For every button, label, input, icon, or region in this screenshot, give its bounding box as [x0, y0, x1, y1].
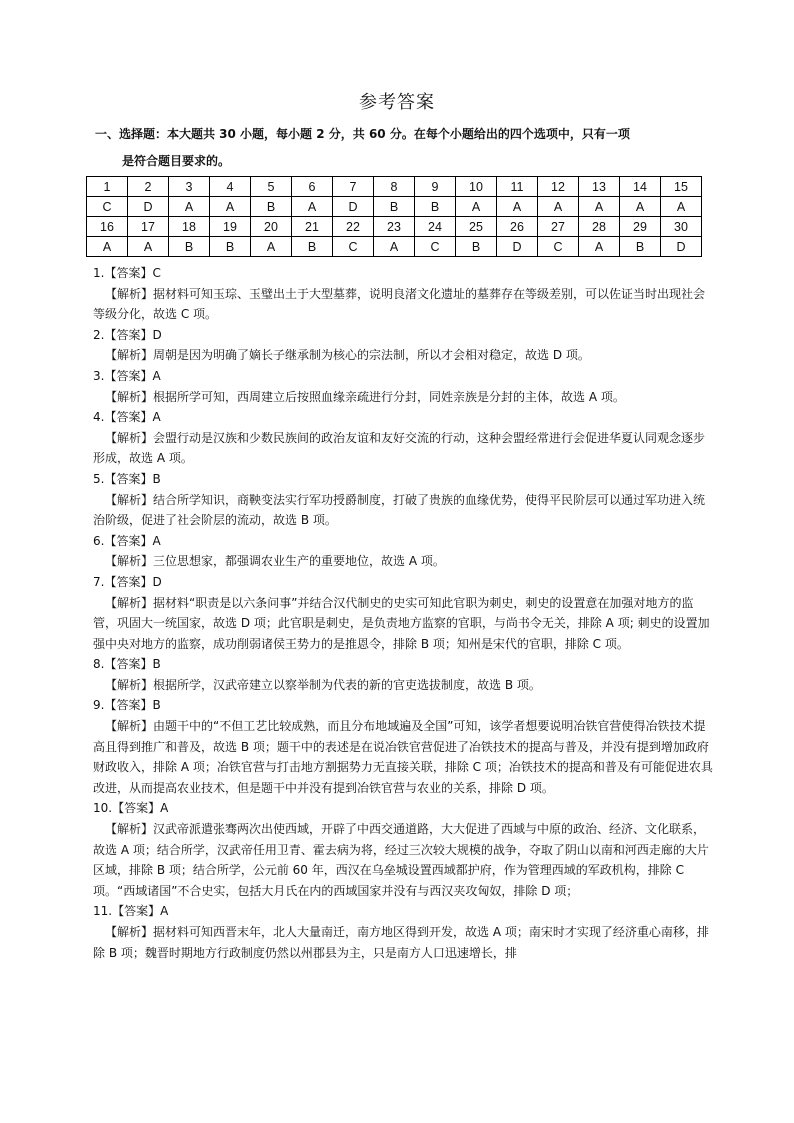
explanation-paragraph: 【解析】周朝是因为明确了嫡长子继承制为核心的宗法制，所以才会相对稳定，故选 D 项。	[105, 348, 590, 363]
answer-key-cell: C	[87, 197, 128, 217]
question-number-cell: 18	[169, 217, 210, 237]
answer-key-cell: A	[661, 197, 702, 217]
explanation-paragraph: 【解析】结合所学知识，商鞅变法实行军功授爵制度，打破了贵族的血缘优势，使得平民阶层可以通过军功进入统治阶级，促进了社会阶层的流动，故选 B 项。	[93, 492, 706, 528]
answer-key-cell: A	[538, 197, 579, 217]
answer-line: 3.【答案】A	[93, 368, 161, 383]
question-number-cell: 20	[251, 217, 292, 237]
answer-key-cell: B	[374, 197, 415, 217]
page-title: 参考答案	[359, 92, 435, 113]
answer-key-cell: D	[333, 197, 374, 217]
answer-key-cell: A	[128, 237, 169, 257]
answer-key-row	[87, 237, 702, 257]
answer-key-cell: C	[415, 237, 456, 257]
answer-table	[86, 176, 702, 257]
answer-key-cell: C	[538, 237, 579, 257]
explanation-paragraph: 【解析】据材料“职责是以六条问事”并结合汉代制史的史实可知此官职为刺史，刺史的设置意在加强对地方的监管，巩固大一统国家，故选 D 项；此官职是刺史，是负责地方监察的官职，与尚书令无关，排除 A 项; 刺史的设置加强中央对地方的监察，成功削弱诸侯王势力的是推恩令，排除 B 项；知州是宋代的官职，排除 C 项。	[93, 595, 710, 651]
explanation-paragraph: 【解析】三位思想家，都强调农业生产的重要地位，故选 A 项。	[105, 554, 445, 569]
question-number-cell: 30	[661, 217, 702, 237]
answer-key-cell: A	[292, 197, 333, 217]
answer-key-cell: B	[292, 237, 333, 257]
question-number-cell: 24	[415, 217, 456, 237]
question-number-cell: 4	[210, 177, 251, 197]
answer-key-cell: D	[128, 197, 169, 217]
answer-key-cell: A	[210, 197, 251, 217]
section-heading	[95, 121, 715, 175]
question-number-cell: 6	[292, 177, 333, 197]
question-number-cell: 27	[538, 217, 579, 237]
answer-key-cell: B	[620, 237, 661, 257]
answer-key-cell: C	[333, 237, 374, 257]
question-number-cell: 22	[333, 217, 374, 237]
answer-key-cell: B	[169, 237, 210, 257]
answer-key-cell: A	[579, 237, 620, 257]
answer-key-cell: A	[579, 197, 620, 217]
question-number-row	[87, 217, 702, 237]
answer-line: 9.【答案】B	[93, 698, 161, 713]
question-number-cell: 13	[579, 177, 620, 197]
explanation-paragraph: 【解析】由题干中的“不但工艺比较成熟，而且分布地域遍及全国”可知，该学者想要说明冶铁官营使得冶铁技术提高且得到推广和普及，故选 B 项；题干中的表述是在说冶铁官营促进了冶铁技术的提高与普及，并没有提到增加政府财政收入，排除 A 项；冶铁官营与打击地方割据势力无直接关联，排除 C 项；冶铁技术的提高和普及有可能促进农具改进，从而提高农业技术，但是题干中并没有提到冶铁官营与农业的关系，排除 D 项。	[93, 719, 713, 795]
question-number-cell: 16	[87, 217, 128, 237]
answer-key-cell: D	[497, 237, 538, 257]
answer-line: 5.【答案】B	[93, 471, 161, 486]
explanation-paragraph: 【解析】根据所学可知，西周建立后按照血缘亲疏进行分封，同姓亲族是分封的主体，故选 A 项。	[105, 389, 625, 404]
question-number-cell: 2	[128, 177, 169, 197]
question-number-cell: 10	[456, 177, 497, 197]
answer-key-cell: A	[251, 237, 292, 257]
question-number-cell: 19	[210, 217, 251, 237]
answer-line: 11.【答案】A	[93, 904, 169, 919]
answer-key-cell: B	[251, 197, 292, 217]
explanation-paragraph: 【解析】据材料可知西晋末年，北人大量南迁，南方地区得到开发，故选 A 项；南宋时才实现了经济重心南移，排除 B 项；魏晋时期地方行政制度仍然以州郡县为主，只是南方人口迅速增长，排	[93, 925, 709, 960]
question-number-cell: 7	[333, 177, 374, 197]
question-number-cell: 9	[415, 177, 456, 197]
answer-line: 10.【答案】A	[93, 801, 169, 816]
answer-key-cell: A	[87, 237, 128, 257]
question-number-cell: 28	[579, 217, 620, 237]
question-number-cell: 25	[456, 217, 497, 237]
answer-key-cell: D	[661, 237, 702, 257]
answer-key-cell: A	[456, 197, 497, 217]
answer-line: 7.【答案】D	[93, 574, 162, 589]
answer-line: 8.【答案】B	[93, 657, 161, 672]
explanation-paragraph: 【解析】会盟行动是汉族和少数民族间的政治友谊和友好交流的行动，这种会盟经常进行会促进华夏认同观念逐步形成，故选 A 项。	[93, 430, 706, 466]
explanation-paragraph: 【解析】根据所学，汉武帝建立以察举制为代表的新的官吏选拔制度，故选 B 项。	[105, 677, 541, 692]
question-number-cell: 29	[620, 217, 661, 237]
answer-key-row	[87, 197, 702, 217]
answer-explanations	[93, 263, 713, 963]
answer-line: 2.【答案】D	[93, 327, 162, 342]
explanation-paragraph: 【解析】汉武帝派遣张骞两次出使西域，开辟了中西交通道路，大大促进了西域与中原的政治、经济、文化联系，故选 A 项；结合所学，汉武帝任用卫青、霍去病为将，经过三次较大规模的战争，夺取了阴山以南和河西走廊的大片区域，排除 B 项；结合所学，公元前 60 年，西汉在乌垒城设置西域都护府，作为管理西域的军政机构，排除 C 项。“西域诸国”不合史实，包括大月氏在内的西域国家并没有与西汉夹攻匈奴，排除 D 项；	[93, 822, 709, 898]
answer-line: 1.【答案】C	[93, 266, 161, 280]
answer-key-cell: A	[169, 197, 210, 217]
section-heading-line1: 一、选择题：本大题共 30 小题，每小题 2 分，共 60 分。在每个小题给出的四个选项中，只有一项	[95, 127, 630, 141]
question-number-row	[87, 177, 702, 197]
answer-line: 4.【答案】A	[93, 410, 161, 425]
question-number-cell: 17	[128, 217, 169, 237]
answer-key-cell: B	[210, 237, 251, 257]
question-number-cell: 12	[538, 177, 579, 197]
question-number-cell: 23	[374, 217, 415, 237]
answer-key-cell: A	[620, 197, 661, 217]
explanation-paragraph: 【解析】据材料可知玉琮、玉璧出土于大型墓葬，说明良渚文化遗址的墓葬存在等级差别，可以佐证当时出现社会等级分化，故选 C 项。	[93, 286, 706, 322]
question-number-cell: 5	[251, 177, 292, 197]
question-number-cell: 3	[169, 177, 210, 197]
answer-key-cell: A	[374, 237, 415, 257]
answer-key-cell: B	[415, 197, 456, 217]
answer-key-cell: B	[456, 237, 497, 257]
question-number-cell: 15	[661, 177, 702, 197]
question-number-cell: 1	[87, 177, 128, 197]
question-number-cell: 14	[620, 177, 661, 197]
answer-key-cell: A	[497, 197, 538, 217]
question-number-cell: 8	[374, 177, 415, 197]
question-number-cell: 26	[497, 217, 538, 237]
question-number-cell: 21	[292, 217, 333, 237]
answer-line: 6.【答案】A	[93, 533, 161, 548]
question-number-cell: 11	[497, 177, 538, 197]
section-heading-line2: 是符合题目要求的。	[122, 154, 231, 168]
